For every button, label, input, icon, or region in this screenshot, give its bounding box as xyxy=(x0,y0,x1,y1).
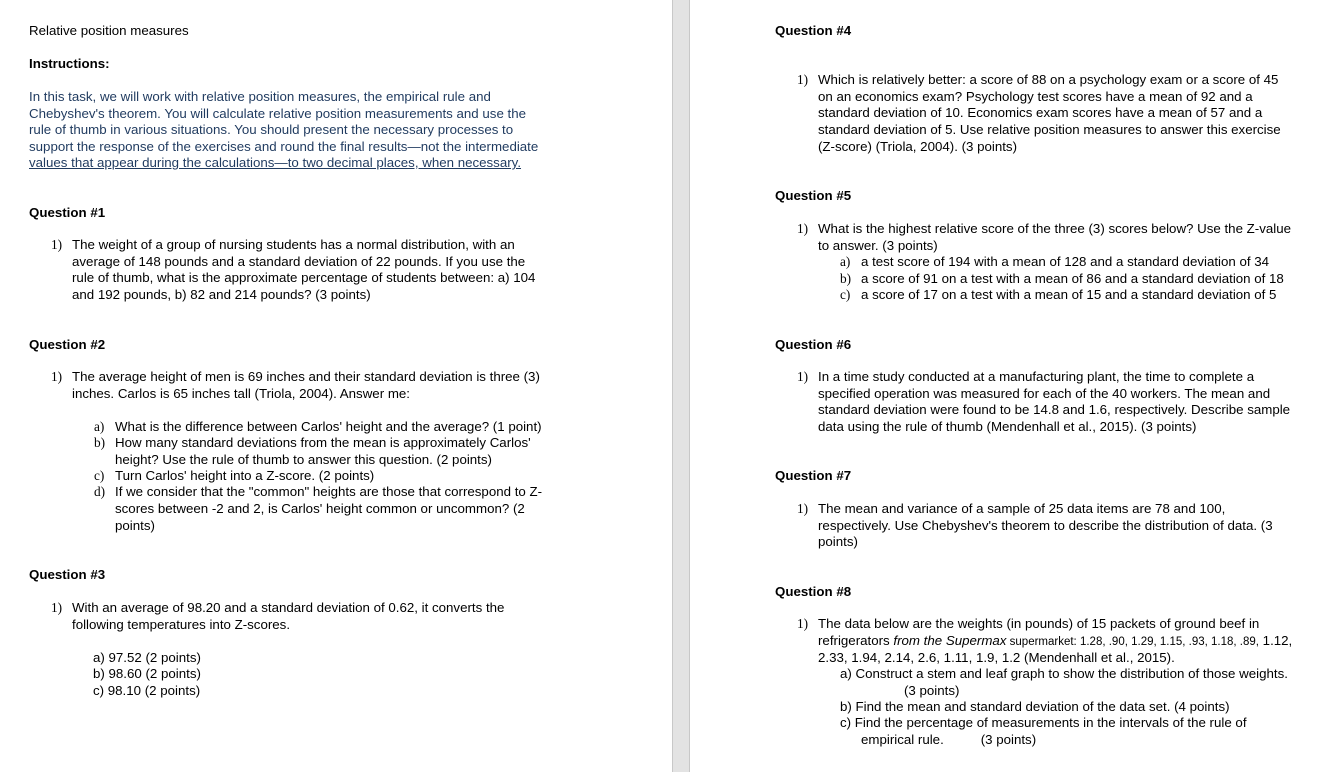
question-5-number: 1) xyxy=(797,221,809,236)
question-8-number: 1) xyxy=(797,616,809,631)
question-2d-line-3: points) xyxy=(115,518,155,533)
question-3-line-1: With an average of 98.20 and a standard deviation of 0.62, it converts the xyxy=(72,600,505,615)
question-4-line-1: Which is relatively better: a score of 88 on a psychology exam or a score of 45 xyxy=(818,72,1279,87)
question-3-heading: Question #3 xyxy=(29,567,106,582)
instructions-line-3: rule of thumb in various situations. You should present the necessary processes to xyxy=(29,122,514,137)
question-5-line-1: What is the highest relative score of the three (3) scores below? Use the Z-value xyxy=(818,221,1292,236)
question-3b: b) 98.60 (2 points) xyxy=(93,666,201,681)
question-8-line-1: The data below are the weights (in pounds) of 15 packets of ground beef in xyxy=(818,616,1260,631)
instructions-line-1: In this task, we will work with relative position measures, the empirical rule and xyxy=(29,89,491,104)
instructions-heading: Instructions: xyxy=(29,56,110,71)
question-4-line-3: standard deviation of 10. Economics exam scores have a mean of 57 and a xyxy=(818,105,1263,120)
question-4-heading: Question #4 xyxy=(775,23,852,38)
question-2-heading: Question #2 xyxy=(29,337,106,352)
instructions-line-4: support the response of the exercises and round the final results—not the intermediate xyxy=(29,139,539,154)
question-2d-line-2: scores between -2 and 2, is Carlos' height common or uncommon? (2 xyxy=(115,501,525,516)
question-5b-label: b) xyxy=(840,271,852,286)
question-5a-text: a test score of 194 with a mean of 128 and a standard deviation of 34 xyxy=(861,254,1270,269)
question-8-line-3: 2.33, 1.94, 2.14, 2.6, 1.11, 1.9, 1.2 (Mendenhall et al., 2015). xyxy=(818,650,1175,665)
document-title: Relative position measures xyxy=(29,23,189,38)
question-7-line-3: points) xyxy=(818,534,858,549)
document-page-right xyxy=(690,0,1344,772)
question-3-number: 1) xyxy=(51,600,63,615)
question-8-line-2c: supermarket: 1.28, .90, 1.29, 1.15, .93, 1.18, .89, xyxy=(1006,636,1259,648)
question-7-line-2: respectively. Use Chebyshev's theorem to describe the distribution of data. (3 xyxy=(818,518,1273,533)
instructions-line-5: values that appear during the calculations—to two decimal places, when necessary. xyxy=(29,155,522,170)
question-5b-text: a score of 91 on a test with a mean of 86 and a standard deviation of 18 xyxy=(861,271,1284,286)
question-3-line-2: following temperatures into Z-scores. xyxy=(72,617,291,632)
question-1-number: 1) xyxy=(51,237,63,252)
question-1-line-3: rule of thumb, what is the approximate percentage of students between: a) 104 xyxy=(72,270,536,285)
question-6-line-4: data using the rule of thumb (Mendenhall et al., 2015). (3 points) xyxy=(818,419,1197,434)
question-3c: c) 98.10 (2 points) xyxy=(93,683,201,698)
question-2a-label: a) xyxy=(94,419,105,434)
question-1-heading: Question #1 xyxy=(29,205,106,220)
question-1-line-4: and 192 pounds, b) 82 and 214 pounds? (3 points) xyxy=(72,287,371,302)
question-8-line-2d: 1.12, xyxy=(1258,633,1293,648)
question-1-line-2: average of 148 pounds and a standard deviation of 22 pounds. If you use the xyxy=(72,254,526,269)
question-8b: b) Find the mean and standard deviation of the data set. (4 points) xyxy=(840,699,1230,714)
question-7-heading: Question #7 xyxy=(775,468,852,483)
question-2-line-2: inches. Carlos is 65 inches tall (Triola, 2004). Answer me: xyxy=(72,386,410,401)
question-2c-label: c) xyxy=(94,468,105,483)
question-2d-label: d) xyxy=(94,484,106,499)
question-8-line-2b: from the Supermax xyxy=(893,633,1007,648)
question-2-line-1: The average height of men is 69 inches and their standard deviation is three (3) xyxy=(72,369,540,384)
question-6-line-3: standard deviation were found to be 14.8 and 1.6, respectively. Describe sample xyxy=(818,402,1291,417)
question-2c-line-1: Turn Carlos' height into a Z-score. (2 points) xyxy=(115,468,375,483)
question-8c-line-2: empirical rule. (3 points) xyxy=(861,732,1037,747)
question-6-heading: Question #6 xyxy=(775,337,852,352)
page-gutter xyxy=(672,0,690,772)
question-7-number: 1) xyxy=(797,501,809,516)
question-8c: c) Find the percentage of measurements in the intervals of the rule of xyxy=(840,715,1247,730)
question-2b-line-2: height? Use the rule of thumb to answer this question. (2 points) xyxy=(115,452,492,467)
question-5c-text: a score of 17 on a test with a mean of 15 and a standard deviation of 5 xyxy=(861,287,1277,302)
question-7-line-1: The mean and variance of a sample of 25 data items are 78 and 100, xyxy=(818,501,1226,516)
question-2d-line-1: If we consider that the "common" heights are those that correspond to Z- xyxy=(115,484,543,499)
question-8-heading: Question #8 xyxy=(775,584,852,599)
question-4-line-2: on an economics exam? Psychology test scores have a mean of 92 and a xyxy=(818,89,1253,104)
question-5-line-2: to answer. (3 points) xyxy=(818,238,938,253)
question-4-number: 1) xyxy=(797,72,809,87)
question-3a: a) 97.52 (2 points) xyxy=(93,650,201,665)
question-4-line-5: (Z-score) (Triola, 2004). (3 points) xyxy=(818,139,1018,154)
question-8a: a) Construct a stem and leaf graph to show the distribution of those weights. xyxy=(840,666,1288,681)
question-2a-line-1: What is the difference between Carlos' height and the average? (1 point) xyxy=(115,419,542,434)
question-2-number: 1) xyxy=(51,369,63,384)
question-5c-label: c) xyxy=(840,287,851,302)
question-6-number: 1) xyxy=(797,369,809,384)
question-8-line-2 xyxy=(818,633,1292,651)
question-6-line-2: specified operation was measured for each of the 40 workers. The mean and xyxy=(818,386,1271,401)
question-6-line-1: In a time study conducted at a manufacturing plant, the time to complete a xyxy=(818,369,1255,384)
question-8a-points: (3 points) xyxy=(904,683,960,698)
question-2b-label: b) xyxy=(94,435,106,450)
question-5a-label: a) xyxy=(840,254,851,269)
question-5-heading: Question #5 xyxy=(775,188,852,203)
question-4-line-4: standard deviation of 5. Use relative position measures to answer this exercise xyxy=(818,122,1281,137)
question-8-line-2a: refrigerators xyxy=(818,633,894,648)
instructions-line-2: Chebyshev's theorem. You will calculate relative position measurements and use the xyxy=(29,106,527,121)
question-1-line-1: The weight of a group of nursing students has a normal distribution, with an xyxy=(72,237,515,252)
question-2b-line-1: How many standard deviations from the mean is approximately Carlos' xyxy=(115,435,531,450)
